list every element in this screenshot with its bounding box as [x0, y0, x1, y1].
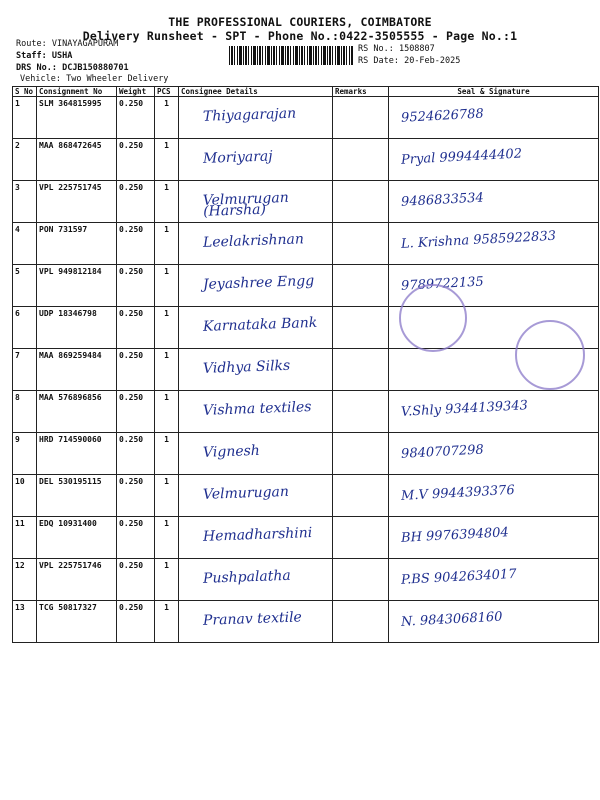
col-remarks: Remarks — [333, 87, 389, 97]
barcode — [229, 46, 353, 65]
row-consignment: VPL 225751746 — [37, 559, 117, 601]
row-seal-cell — [389, 433, 599, 475]
row-consignee-cell — [179, 601, 333, 643]
row-consignment: SLM 364815995 — [37, 97, 117, 139]
row-consignee: Hemadharshini — [202, 525, 313, 545]
runsheet-title: Delivery Runsheet - SPT - Phone No.:0422-3505555 - Page No.:1 — [82, 29, 518, 43]
row-weight: 0.250 — [117, 349, 155, 391]
row-seal-cell — [389, 391, 599, 433]
row-sno: 10 — [13, 475, 37, 517]
row-consignee-cell — [179, 307, 333, 349]
row-seal-cell — [389, 601, 599, 643]
table-row — [13, 265, 599, 307]
row-consignment: VPL 225751745 — [37, 181, 117, 223]
table-row — [13, 97, 599, 139]
row-sno: 1 — [13, 97, 37, 139]
row-weight: 0.250 — [117, 307, 155, 349]
table-row — [13, 181, 599, 223]
row-seal-cell — [389, 517, 599, 559]
row-remarks — [333, 223, 389, 265]
row-remarks — [333, 139, 389, 181]
row-weight: 0.250 — [117, 139, 155, 181]
row-consignee: Pushpalatha — [202, 567, 292, 587]
row-consignee: Pranav textile — [202, 609, 303, 629]
table-row — [13, 307, 599, 349]
row-consignee: Karnataka Bank — [202, 314, 318, 335]
row-pcs: 1 — [155, 265, 179, 307]
row-consignee-cell — [179, 475, 333, 517]
row-consignee-cell — [179, 139, 333, 181]
row-consignee: Vignesh — [202, 442, 261, 461]
row-signature: BH 9976394804 — [400, 525, 510, 546]
row-signature: M.V 9944393376 — [400, 482, 516, 504]
route-line — [16, 39, 118, 49]
row-consignee: Vidhya Silks — [202, 357, 291, 377]
row-pcs: 1 — [155, 433, 179, 475]
row-pcs: 1 — [155, 307, 179, 349]
row-weight: 0.250 — [117, 433, 155, 475]
row-seal-cell — [389, 139, 599, 181]
route-label: Route: — [16, 39, 47, 49]
row-sno: 9 — [13, 433, 37, 475]
row-consignee-cell — [179, 517, 333, 559]
row-sno: 3 — [13, 181, 37, 223]
row-sno: 5 — [13, 265, 37, 307]
row-weight: 0.250 — [117, 391, 155, 433]
table-row — [13, 349, 599, 391]
row-signature: 9840707298 — [400, 442, 485, 462]
col-seal: Seal & Signature — [389, 87, 599, 97]
row-weight: 0.250 — [117, 181, 155, 223]
row-signature: N. 9843068160 — [400, 609, 503, 630]
rs-no-value: 1508807 — [398, 44, 435, 54]
row-sno: 8 — [13, 391, 37, 433]
table-row — [13, 139, 599, 181]
rs-date-line — [358, 56, 460, 66]
row-remarks — [333, 97, 389, 139]
row-consignee: Leelakrishnan — [202, 231, 305, 251]
row-pcs: 1 — [155, 391, 179, 433]
table-header-row — [13, 87, 599, 97]
row-consignee: Thiyagarajan — [202, 105, 297, 125]
col-sno: S No — [13, 87, 37, 97]
row-consignee-cell — [179, 391, 333, 433]
vehicle-line — [20, 74, 168, 84]
row-signature: L. Krishna 9585922833 — [400, 228, 557, 252]
row-weight: 0.250 — [117, 97, 155, 139]
row-consignee: Moriyaraj — [202, 148, 273, 167]
col-pcs: PCS — [155, 87, 179, 97]
route-value: VINAYAGAPURAM — [51, 39, 119, 49]
vehicle-label: Vehicle: — [20, 74, 61, 84]
row-consignment: PON 731597 — [37, 223, 117, 265]
row-pcs: 1 — [155, 601, 179, 643]
row-consignee: Velmurugan (Harsha) — [202, 189, 289, 220]
row-remarks — [333, 265, 389, 307]
drs-label: DRS No.: — [16, 63, 57, 73]
vehicle-value: Two Wheeler Delivery — [66, 74, 169, 84]
row-consignment: EDQ 10931400 — [37, 517, 117, 559]
runsheet-table — [12, 86, 599, 643]
row-consignee: Vishma textiles — [202, 399, 312, 419]
rs-no-label: RS No.: — [358, 44, 394, 54]
row-weight: 0.250 — [117, 517, 155, 559]
rs-date-label: RS Date: — [358, 56, 399, 66]
table-row — [13, 517, 599, 559]
row-pcs: 1 — [155, 475, 179, 517]
round-seal-stamp — [515, 320, 585, 390]
row-consignee-cell — [179, 181, 333, 223]
row-consignee-cell — [179, 559, 333, 601]
row-consignment: DEL 530195115 — [37, 475, 117, 517]
row-seal-cell — [389, 223, 599, 265]
row-remarks — [333, 433, 389, 475]
drs-line — [16, 63, 129, 73]
row-remarks — [333, 307, 389, 349]
row-weight: 0.250 — [117, 475, 155, 517]
row-consignee-cell — [179, 265, 333, 307]
row-consignment: UDP 18346798 — [37, 307, 117, 349]
row-signature: P.BS 9042634017 — [400, 566, 517, 588]
row-seal-cell — [389, 181, 599, 223]
rs-date-value: 20-Feb-2025 — [404, 56, 461, 66]
row-pcs: 1 — [155, 517, 179, 559]
row-weight: 0.250 — [117, 223, 155, 265]
table-row — [13, 433, 599, 475]
row-signature: Pryal 9994444402 — [400, 146, 523, 168]
row-consignment: HRD 714590060 — [37, 433, 117, 475]
row-consignee-cell — [179, 433, 333, 475]
row-consignment: TCG 50817327 — [37, 601, 117, 643]
row-weight: 0.250 — [117, 559, 155, 601]
row-weight: 0.250 — [117, 265, 155, 307]
table-row — [13, 475, 599, 517]
table-row — [13, 223, 599, 265]
row-consignment: MAA 868472645 — [37, 139, 117, 181]
staff-label: Staff: — [16, 51, 47, 61]
row-pcs: 1 — [155, 139, 179, 181]
row-sno: 2 — [13, 139, 37, 181]
col-weight: Weight — [117, 87, 155, 97]
row-signature: V.Shly 9344139343 — [400, 398, 529, 420]
row-sno: 11 — [13, 517, 37, 559]
company-title: THE PROFESSIONAL COURIERS, COIMBATORE — [168, 15, 432, 29]
row-sno: 6 — [13, 307, 37, 349]
round-seal-stamp — [399, 284, 467, 352]
rs-no-line — [358, 44, 435, 54]
row-consignee-cell — [179, 349, 333, 391]
row-weight: 0.250 — [117, 601, 155, 643]
row-remarks — [333, 349, 389, 391]
row-consignee-cell — [179, 97, 333, 139]
row-sno: 12 — [13, 559, 37, 601]
row-remarks — [333, 559, 389, 601]
row-seal-cell — [389, 475, 599, 517]
row-pcs: 1 — [155, 559, 179, 601]
row-sno: 4 — [13, 223, 37, 265]
row-sno: 7 — [13, 349, 37, 391]
row-remarks — [333, 391, 389, 433]
row-pcs: 1 — [155, 223, 179, 265]
row-consignment: VPL 949812184 — [37, 265, 117, 307]
col-consignment: Consignment No — [37, 87, 117, 97]
col-consignee: Consignee Details — [179, 87, 333, 97]
staff-value: USHA — [51, 51, 73, 61]
row-remarks — [333, 517, 389, 559]
row-remarks — [333, 475, 389, 517]
row-consignment: MAA 576896856 — [37, 391, 117, 433]
staff-line — [16, 51, 72, 61]
drs-value: DCJB150880701 — [62, 63, 129, 73]
row-consignee: Jeyashree Engg — [202, 272, 315, 293]
row-signature: 9524626788 — [400, 106, 485, 126]
row-signature: 9789722135 — [400, 274, 485, 294]
row-pcs: 1 — [155, 181, 179, 223]
row-remarks — [333, 601, 389, 643]
row-consignee-cell — [179, 223, 333, 265]
row-consignee: Velmurugan — [202, 483, 290, 503]
row-pcs: 1 — [155, 97, 179, 139]
row-consignment: MAA 869259484 — [37, 349, 117, 391]
table-row — [13, 391, 599, 433]
table-row — [13, 559, 599, 601]
table-row — [13, 601, 599, 643]
row-remarks — [333, 181, 389, 223]
row-sno: 13 — [13, 601, 37, 643]
row-pcs: 1 — [155, 349, 179, 391]
row-seal-cell — [389, 97, 599, 139]
row-signature: 9486833534 — [400, 190, 485, 210]
row-seal-cell — [389, 559, 599, 601]
